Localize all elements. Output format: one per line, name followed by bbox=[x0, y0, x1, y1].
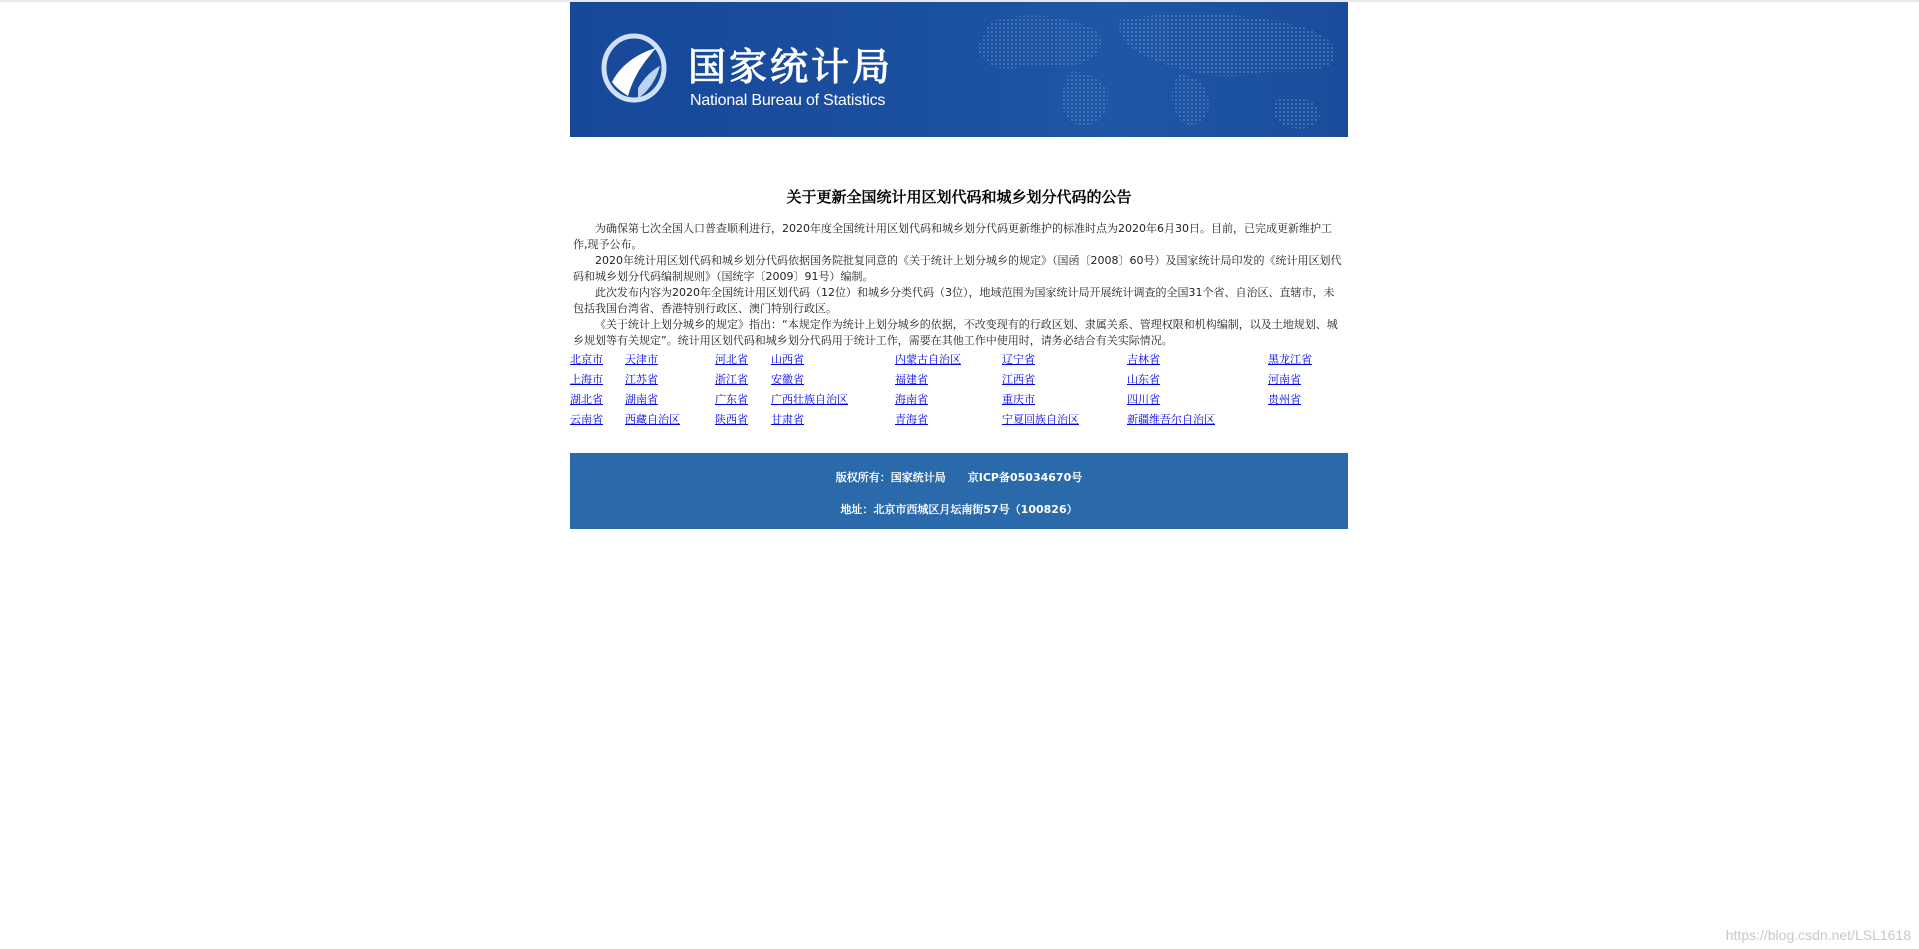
footer-copyright: 版权所有：国家统计局 bbox=[835, 471, 946, 484]
province-link-jiangxi[interactable]: 江西省 bbox=[1002, 373, 1035, 386]
province-link-zhejiang[interactable]: 浙江省 bbox=[715, 373, 748, 386]
province-link-tianjin[interactable]: 天津市 bbox=[625, 353, 658, 366]
province-link-heilongjiang[interactable]: 黑龙江省 bbox=[1268, 353, 1312, 366]
logo-chinese-text: 国家统计局 bbox=[688, 45, 894, 89]
province-link-sichuan[interactable]: 四川省 bbox=[1127, 393, 1160, 406]
province-link-ningxia[interactable]: 宁夏回族自治区 bbox=[1002, 413, 1079, 426]
logo-english-text: National Bureau of Statistics bbox=[690, 92, 886, 109]
table-row bbox=[570, 391, 1345, 411]
footer-address: 地址：北京市西城区月坛南街57号（100826） bbox=[840, 503, 1078, 516]
notice-paragraph: 2020年统计用区划代码和城乡划分代码依据国务院批复同意的《关于统计上划分城乡的规定》（国函〔2008〕60号）及国家统计局印发的《统计用区划代码和城乡划分代码编制规则》（国统字〔2009〕91号）编制。 bbox=[573, 254, 1342, 283]
province-link-shanghai[interactable]: 上海市 bbox=[570, 373, 603, 386]
footer-line-copyright bbox=[570, 453, 1348, 486]
province-link-shaanxi[interactable]: 陕西省 bbox=[715, 413, 748, 426]
table-row bbox=[570, 371, 1345, 391]
province-link-shanxi[interactable]: 山西省 bbox=[771, 353, 804, 366]
footer-icp: 京ICP备05034670号 bbox=[967, 471, 1083, 484]
province-link-guangxi[interactable]: 广西壮族自治区 bbox=[771, 393, 848, 406]
nbs-logo-icon bbox=[594, 30, 670, 110]
province-link-beijing[interactable]: 北京市 bbox=[570, 353, 603, 366]
header-banner bbox=[570, 2, 1348, 137]
province-link-qinghai[interactable]: 青海省 bbox=[895, 413, 928, 426]
province-link-anhui[interactable]: 安徽省 bbox=[771, 373, 804, 386]
province-link-gansu[interactable]: 甘肃省 bbox=[771, 413, 804, 426]
province-link-hubei[interactable]: 湖北省 bbox=[570, 393, 603, 406]
province-link-neimenggu[interactable]: 内蒙古自治区 bbox=[895, 353, 961, 366]
notice-title: 关于更新全国统计用区划代码和城乡划分代码的公告 bbox=[786, 188, 1132, 206]
notice-paragraph: 此次发布内容为2020年全国统计用区划代码（12位）和城乡分类代码（3位），地域范围为国家统计局开展统计调查的全国31个省、自治区、直辖市，未包括我国台湾省、香港特别行政区、澳门特别行政区。 bbox=[573, 286, 1335, 315]
province-link-shandong[interactable]: 山东省 bbox=[1127, 373, 1160, 386]
watermark-text: https://blog.csdn.net/LSL1618 bbox=[1725, 927, 1911, 943]
province-link-hunan[interactable]: 湖南省 bbox=[625, 393, 658, 406]
province-link-guangdong[interactable]: 广东省 bbox=[715, 393, 748, 406]
province-link-fujian[interactable]: 福建省 bbox=[895, 373, 928, 386]
notice-paragraph: 为确保第七次全国人口普查顺利进行，2020年度全国统计用区划代码和城乡划分代码更新维护的标准时点为2020年6月30日。目前，已完成更新维护工作,现予公布。 bbox=[573, 222, 1332, 251]
province-link-jiangsu[interactable]: 江苏省 bbox=[625, 373, 658, 386]
table-row bbox=[570, 411, 1345, 431]
province-link-xizang[interactable]: 西藏自治区 bbox=[625, 413, 680, 426]
table-row bbox=[570, 351, 1345, 371]
province-link-hainan[interactable]: 海南省 bbox=[895, 393, 928, 406]
page-footer bbox=[570, 453, 1348, 529]
province-link-xinjiang[interactable]: 新疆维吾尔自治区 bbox=[1127, 413, 1215, 426]
province-link-liaoning[interactable]: 辽宁省 bbox=[1002, 353, 1035, 366]
province-link-hebei[interactable]: 河北省 bbox=[715, 353, 748, 366]
notice-body bbox=[570, 221, 1348, 349]
world-map-dots bbox=[950, 2, 1348, 137]
province-link-yunnan[interactable]: 云南省 bbox=[570, 413, 603, 426]
province-link-table bbox=[570, 351, 1345, 431]
page-container bbox=[570, 2, 1348, 529]
province-link-jilin[interactable]: 吉林省 bbox=[1127, 353, 1160, 366]
empty-cell bbox=[1268, 411, 1345, 431]
notice-paragraph: 《关于统计上划分城乡的规定》指出：“本规定作为统计上划分城乡的依据，不改变现有的行政区划、隶属关系、管理权限和机构编制，以及土地规划、城乡规划等有关规定”。统计用区划代码和城乡划分代码用于统计工作，需要在其他工作中使用时，请务必结合有关实际情况。 bbox=[573, 318, 1338, 347]
province-link-henan[interactable]: 河南省 bbox=[1268, 373, 1301, 386]
province-link-guizhou[interactable]: 贵州省 bbox=[1268, 393, 1301, 406]
province-link-chongqing[interactable]: 重庆市 bbox=[1002, 393, 1035, 406]
